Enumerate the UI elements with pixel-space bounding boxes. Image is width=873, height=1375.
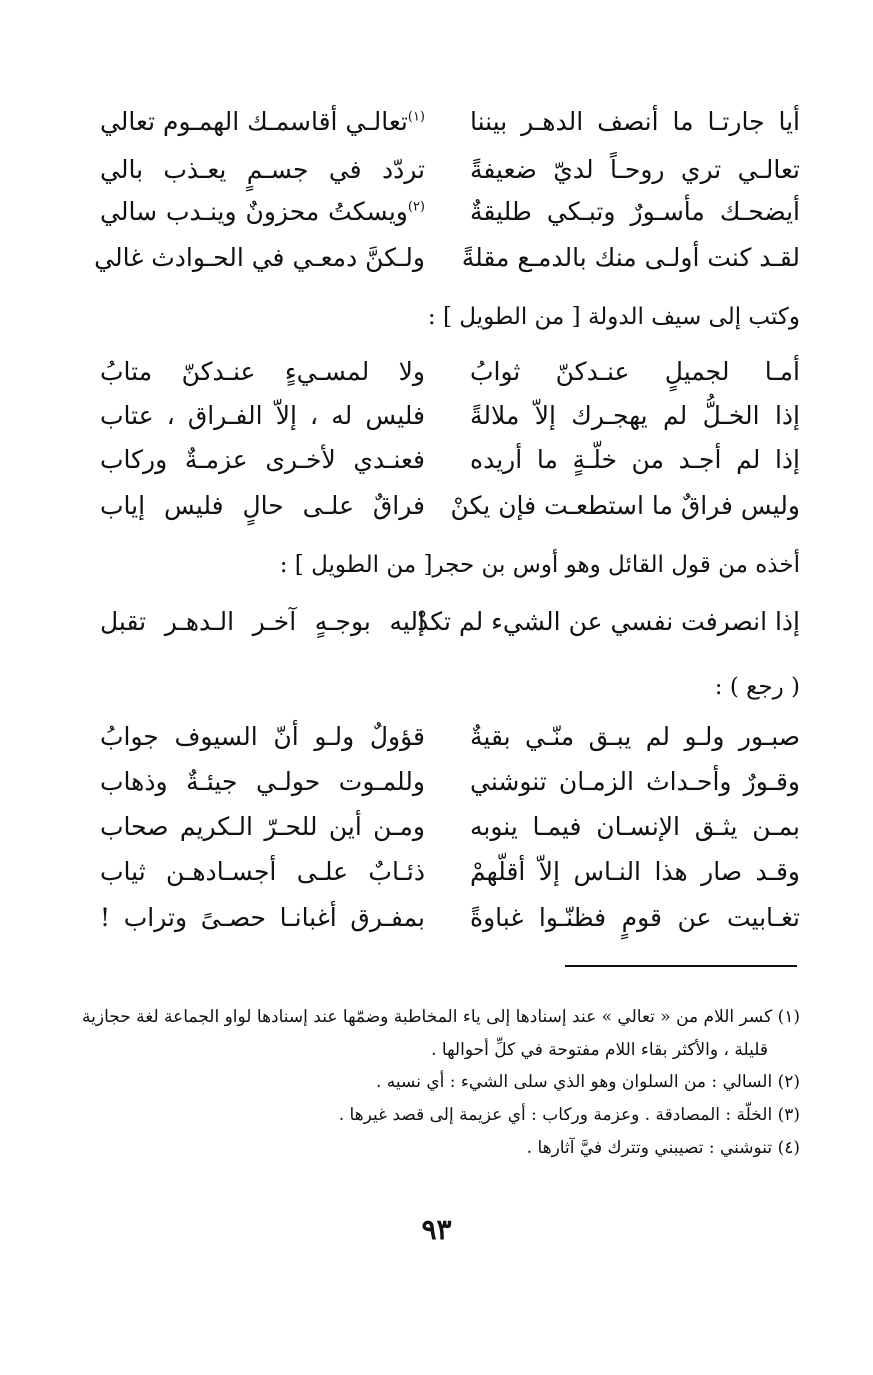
- footnote-text: كسر اللام من « تعالي » عند إسنادها إلى ياء المخاطبة وضمّها عند إسنادها لواو الجماعة لغة حجازية: [82, 1007, 773, 1027]
- verse-first-hemistich: إذا الخـلُّ لم يهجـرك إلاّ ملالةً: [470, 401, 800, 430]
- verse-first-hemistich: أيضحـك مأسـورٌ وتبـكي طليقةٌ: [470, 197, 800, 226]
- section-heading: وكتب إلى سيف الدولة [ من الطويل ] :: [427, 304, 800, 330]
- verse-first-hemistich: لقـد كنت أولـى منك بالدمـع مقلةً: [461, 243, 800, 272]
- verse-second-hemistich: ذئـابٌ علـى أجسـادهـن ثياب: [100, 857, 425, 886]
- verse-first-hemistich: تغـابيت عن قومٍ فظنّـوا غباوةً: [470, 903, 800, 932]
- verse-first-hemistich: إذا لم أجـد من خلّـةٍ ما أريده: [470, 445, 800, 474]
- page-number: ٩٣: [421, 1213, 452, 1246]
- verse-second-hemistich: فعنـدي لأخـرى عزمـةٌ وركاب: [100, 445, 425, 474]
- verse-second-hemistich: [100, 102, 425, 142]
- verse-second-hemistich: ولا لمسـيءٍ عنـدكنّ متابُ: [100, 357, 425, 386]
- verse-line: [100, 192, 800, 232]
- verse-line: [94, 238, 800, 278]
- verse-first-hemistich: أمـا لجميلٍ عنـدكنّ ثوابُ: [470, 357, 800, 386]
- section-heading: أخذه من قول القائل وهو أوس بن حجر[ من الطويل ] :: [279, 552, 800, 578]
- verse-first-hemistich: بمـن يثـق الإنسـان فيمـا ينوبه: [470, 812, 800, 841]
- verse-second-text: ويسكتُ محزونٌ وينـدب سالي: [100, 197, 408, 226]
- footnote: [70, 1002, 800, 1032]
- verse-second-hemistich: فليس له ، إلاّ الفـراق ، عتاب: [100, 401, 425, 430]
- footnote-text: تنوشني : تصيبني وتترك فيَّ آثارها .: [526, 1138, 773, 1158]
- footnote: [70, 1100, 800, 1130]
- verse-second-hemistich: قؤولٌ ولـو أنّ السيوف جوابُ: [100, 722, 425, 751]
- footnote-text: قليلة ، والأكثر بقاء اللام مفتوحة في كلِّ أحوالها .: [431, 1040, 768, 1060]
- verse-line: [100, 898, 800, 938]
- verse-second-hemistich: تردّد في جسـمٍ يعـذب بالي: [100, 155, 425, 184]
- verse-first-hemistich: وقـورٌ وأحـداث الزمـان تنوشني: [470, 767, 800, 796]
- verse-line: [100, 852, 800, 892]
- verse-second-text: تعالـي أقاسمـك الهمـوم تعالي: [99, 107, 408, 136]
- footnote-ref: (١): [407, 109, 425, 125]
- verse-first-hemistich: إذا انصرفت نفسي عن الشيء لم تكدْ: [417, 607, 800, 636]
- verse-first-hemistich: صبـور ولـو لم يبـق منّـي بقيةٌ: [470, 722, 800, 751]
- verse-second-hemistich: وللمـوت حولـي جيئـةٌ وذهاب: [100, 767, 425, 796]
- verse-line: [100, 486, 800, 526]
- footnote-text: الخلّة : المصادقة . وعزمة وركاب : أي عزيمة إلى قصد غيرها .: [338, 1105, 773, 1125]
- verse-second-hemistich: [100, 192, 425, 232]
- verse-line: [100, 102, 800, 142]
- footnote-continuation: [38, 1035, 768, 1065]
- verse-first-hemistich: تعالـي تري روحـاً لديّ ضعيفةً: [470, 155, 800, 184]
- verse-line: [100, 717, 800, 757]
- footnote: [70, 1133, 800, 1163]
- footnote-number: (١): [777, 1007, 800, 1027]
- verse-line: [100, 352, 800, 392]
- verse-first-hemistich: وليس فراقٌ ما استطعـت فإن يكنْ: [450, 491, 800, 520]
- verse-first-hemistich: وقـد صار هذا النـاس إلاّ أقلّهمْ: [470, 857, 800, 886]
- verse-second-hemistich: إليه بوجـهٍ آخـر الـدهـر تقبل: [100, 607, 425, 636]
- verse-second-hemistich: ولـكنَّ دمعـي في الحـوادث غالي: [94, 243, 425, 272]
- footnote-number: (٣): [777, 1105, 800, 1125]
- footnote-text: السالي : من السلوان وهو الذي سلى الشيء : أي نسيه .: [376, 1072, 773, 1092]
- verse-second-hemistich: فراقٌ علـى حالٍ فليس إياب: [100, 491, 425, 520]
- verse-line: [100, 396, 800, 436]
- verse-line: [100, 440, 800, 480]
- verse-first-hemistich: أيا جارتـا ما أنصف الدهـر بيننا: [470, 107, 800, 136]
- footnote-number: (٤): [777, 1138, 800, 1158]
- verse-line: [100, 150, 800, 190]
- verse-line: [100, 762, 800, 802]
- footnote-ref: (٢): [407, 199, 425, 215]
- footnote-number: (٢): [777, 1072, 800, 1092]
- verse-line: [100, 807, 800, 847]
- verse-second-hemistich: ومـن أين للحـرّ الـكريم صحاب: [100, 812, 425, 841]
- footnote-divider: [565, 965, 797, 967]
- verse-second-hemistich: بمفـرق أغبانـا حصـىً وتراب !: [100, 903, 425, 932]
- footnote: [70, 1067, 800, 1097]
- verse-line: [100, 602, 800, 642]
- section-heading: ( رجع ) :: [714, 674, 800, 700]
